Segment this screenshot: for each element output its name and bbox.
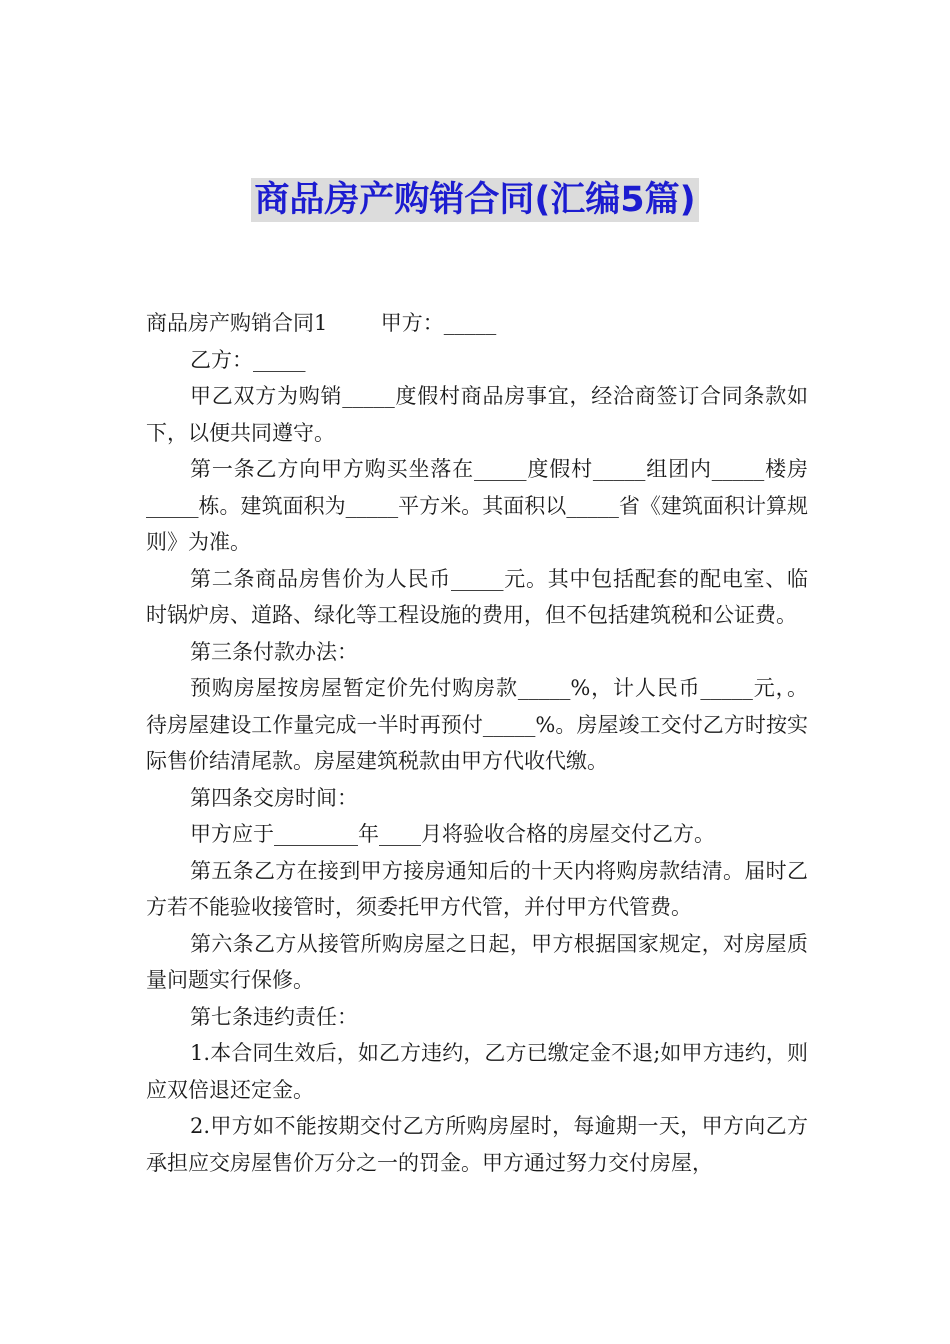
paragraph-article-2: 第二条商品房售价为人民币_____元。其中包括配套的配电室、临时锅炉房、道路、绿化等工程设施的费用，但不包括建筑税和公证费。 [146,566,808,627]
document-title: 商品房产购销合同(汇编5篇) [251,178,698,222]
paragraph-article-5: 第五条乙方在接到甲方接房通知后的十天内将购房款结清。届时乙方若不能验收接管时，须委托甲方代管，并付甲方代管费。 [146,858,808,919]
paragraph-heading-party-a: 商品房产购销合同1 甲方：_____ [146,311,497,335]
paragraph-article-4-body: 甲方应于________年____月将验收合格的房屋交付乙方。 [190,822,715,846]
paragraph-article-4-heading: 第四条交房时间： [190,785,358,810]
paragraph-article-3-heading: 第三条付款办法： [190,639,358,664]
paragraph-intro: 甲乙双方为购销_____度假村商品房事宜，经洽商签订合同条款如下，以便共同遵守。 [146,384,808,445]
paragraph-party-b: 乙方：_____ [190,347,306,372]
paragraph-article-7-item-2: 2.甲方如不能按期交付乙方所购房屋时，每逾期一天，甲方向乙方承担应交房屋售价万分之一的罚金。甲方通过努力交付房屋， [146,1114,808,1175]
paragraph-article-1: 第一条乙方向甲方购买坐落在_____度假村_____组团内_____楼房_____栋。建筑面积为_____平方米。其面积以_____省《建筑面积计算规则》为准。 [146,457,808,554]
document-body [146,305,808,1181]
paragraph-article-7-item-1: 1.本合同生效后，如乙方违约，乙方已缴定金不退;如甲方违约，则应双倍退还定金。 [146,1041,808,1102]
paragraph-article-3-body: 预购房屋按房屋暂定价先付购房款_____%，计人民币_____元，。待房屋建设工作量完成一半时再预付_____%。房屋竣工交付乙方时按实际售价结清尾款。房屋建筑税款由甲方代收代缴。 [146,676,808,773]
paragraph-article-6: 第六条乙方从接管所购房屋之日起，甲方根据国家规定，对房屋质量问题实行保修。 [146,931,808,992]
paragraph-article-7-heading: 第七条违约责任： [190,1004,358,1029]
title-container [0,178,950,222]
